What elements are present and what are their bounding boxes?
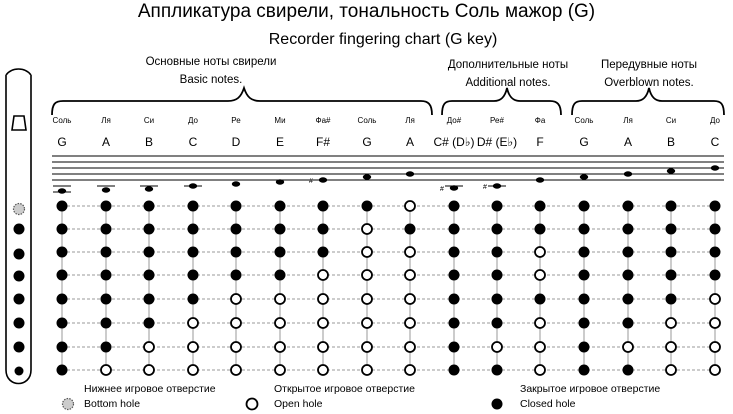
closed-hole-dot xyxy=(623,201,633,211)
closed-hole-dot xyxy=(231,270,241,280)
note-label-latin: D# (E♭) xyxy=(476,135,518,149)
closed-hole-dot xyxy=(275,270,285,280)
closed-hole-dot xyxy=(231,247,241,257)
closed-hole-dot xyxy=(449,318,459,328)
closed-hole-dot xyxy=(623,224,633,234)
open-hole-dot xyxy=(710,318,720,328)
note-label-ru: Ля xyxy=(101,116,111,125)
closed-hole-dot xyxy=(666,294,676,304)
recorder-drawing xyxy=(6,69,31,384)
closed-hole-dot xyxy=(405,224,415,234)
staff-note-head xyxy=(363,174,371,179)
staff-note-head xyxy=(711,165,719,170)
note-label-latin: A xyxy=(405,135,415,149)
closed-hole-dot xyxy=(318,201,328,211)
group-additional-ru: Дополнительные ноты xyxy=(447,59,569,71)
open-hole-dot xyxy=(231,342,241,352)
open-hole-dot xyxy=(362,270,372,280)
open-hole-dot xyxy=(275,294,285,304)
closed-hole-dot xyxy=(144,294,154,304)
group-basic-en: Basic notes. xyxy=(179,74,243,86)
note-label-latin: G xyxy=(579,135,589,149)
note-label-ru: До# xyxy=(446,116,462,125)
closed-hole-dot xyxy=(57,318,67,328)
staff-note-head xyxy=(102,187,110,192)
closed-hole-dot xyxy=(449,294,459,304)
staff-note-head xyxy=(406,171,414,176)
open-hole-dot xyxy=(318,318,328,328)
group-additional-en: Additional notes. xyxy=(465,77,551,89)
closed-hole-dot xyxy=(492,270,502,280)
closed-hole-dot xyxy=(57,201,67,211)
open-hole-dot xyxy=(405,247,415,257)
recorder-bottom-hole xyxy=(14,204,25,215)
closed-hole-dot xyxy=(101,294,111,304)
note-label-ru: Ля xyxy=(623,116,633,125)
closed-hole-dot xyxy=(492,318,502,328)
open-hole-dot xyxy=(405,294,415,304)
closed-hole-dot xyxy=(535,294,545,304)
note-label-latin: C# (D♭) xyxy=(433,135,475,149)
closed-hole-dot xyxy=(57,294,67,304)
closed-hole-dot xyxy=(275,201,285,211)
open-hole-dot xyxy=(405,201,415,211)
note-label-latin: A xyxy=(623,135,633,149)
open-hole-dot xyxy=(362,294,372,304)
staff-notes xyxy=(53,165,719,193)
recorder-hole xyxy=(14,249,25,260)
open-hole-dot xyxy=(710,342,720,352)
closed-hole-dot xyxy=(579,318,589,328)
open-hole-dot xyxy=(623,342,633,352)
closed-hole-dot xyxy=(666,270,676,280)
closed-hole-dot xyxy=(535,224,545,234)
note-label-ru: Си xyxy=(665,116,677,125)
open-hole-dot xyxy=(144,365,154,375)
closed-hole-dot xyxy=(623,318,633,328)
brace-overblown xyxy=(572,88,724,115)
closed-hole-dot xyxy=(101,318,111,328)
open-hole-dot xyxy=(535,342,545,352)
open-hole-dot xyxy=(535,247,545,257)
note-label-latin: B xyxy=(666,135,676,149)
open-hole-dot xyxy=(362,342,372,352)
closed-hole-dot xyxy=(57,270,67,280)
note-label-ru: Фа# xyxy=(315,116,331,125)
staff-note-head xyxy=(276,179,284,184)
note-label-latin: A xyxy=(101,135,111,149)
note-label-ru: Си xyxy=(143,116,155,125)
note-label-ru: Соль xyxy=(574,116,594,125)
closed-hole-dot xyxy=(449,342,459,352)
closed-hole-dot xyxy=(710,270,720,280)
closed-hole-dot xyxy=(101,201,111,211)
staff-note-head xyxy=(58,188,66,193)
note-label-ru: Соль xyxy=(357,116,377,125)
closed-hole-dot xyxy=(188,224,198,234)
page-title: Аппликатура свирели, тональность Соль мажор (G) xyxy=(137,1,596,22)
closed-hole-dot xyxy=(666,201,676,211)
note-label-ru: Ре xyxy=(231,116,241,125)
staff-note-head xyxy=(450,185,458,190)
closed-hole-dot xyxy=(579,224,589,234)
closed-hole-dot xyxy=(449,201,459,211)
closed-hole-dot xyxy=(231,201,241,211)
note-label-ru: Ре# xyxy=(490,116,504,125)
closed-hole-dot xyxy=(710,224,720,234)
open-hole-dot xyxy=(231,294,241,304)
closed-hole-dot xyxy=(449,270,459,280)
closed-hole-dot xyxy=(318,247,328,257)
open-hole-dot xyxy=(666,318,676,328)
closed-hole-dot xyxy=(275,224,285,234)
open-hole-dot xyxy=(188,365,198,375)
recorder-hole xyxy=(15,367,24,376)
sharp-sign: # xyxy=(440,186,444,193)
closed-hole-dot xyxy=(57,365,67,375)
closed-hole-dot xyxy=(492,224,502,234)
closed-hole-dot xyxy=(101,270,111,280)
closed-hole-dot xyxy=(535,201,545,211)
closed-hole-dot xyxy=(710,201,720,211)
open-hole-dot xyxy=(362,247,372,257)
closed-hole-dot xyxy=(144,270,154,280)
note-label-ru: До xyxy=(188,116,198,125)
closed-hole-dot xyxy=(666,224,676,234)
open-hole-dot xyxy=(535,365,545,375)
brace-additional xyxy=(442,88,561,115)
closed-hole-dot xyxy=(623,270,633,280)
closed-hole-dot xyxy=(579,247,589,257)
brace-basic xyxy=(52,88,432,115)
open-hole-dot xyxy=(405,270,415,280)
legend-open-hole-ru: Открытое игровое отверстие xyxy=(274,383,415,395)
closed-hole-dot xyxy=(492,247,502,257)
closed-hole-dot xyxy=(449,365,459,375)
closed-hole-dot xyxy=(710,247,720,257)
recorder-hole xyxy=(14,224,25,235)
note-label-ru: Фа xyxy=(534,116,546,125)
closed-hole-dot xyxy=(101,224,111,234)
closed-hole-dot xyxy=(579,342,589,352)
open-hole-dot xyxy=(188,318,198,328)
open-hole-dot xyxy=(710,365,720,375)
staff-note-head xyxy=(536,177,544,182)
note-label-latin: G xyxy=(57,135,67,149)
open-hole-dot xyxy=(710,294,720,304)
open-hole-dot xyxy=(318,365,328,375)
open-hole-dot xyxy=(535,270,545,280)
staff-note-head xyxy=(493,183,501,188)
open-hole-dot xyxy=(231,365,241,375)
staff-note-head xyxy=(624,171,632,176)
closed-hole-dot xyxy=(492,294,502,304)
legend-closed-hole-ru: Закрытое игровое отверстие xyxy=(520,383,661,395)
note-label-latin: D xyxy=(231,135,241,149)
open-hole-dot xyxy=(188,342,198,352)
group-overblown-en: Overblown notes. xyxy=(604,77,694,89)
note-label-latin: B xyxy=(144,135,154,149)
closed-hole-dot xyxy=(318,224,328,234)
closed-hole-dot xyxy=(579,201,589,211)
closed-hole-dot xyxy=(101,247,111,257)
fingering-grid xyxy=(57,201,720,375)
legend-open-hole-icon xyxy=(247,399,258,410)
legend-bottom-hole-ru: Нижнее игровое отверстие xyxy=(84,383,216,395)
page-subtitle: Recorder fingering chart (G key) xyxy=(268,31,498,48)
open-hole-dot xyxy=(275,318,285,328)
open-hole-dot xyxy=(492,342,502,352)
sharp-sign: # xyxy=(483,184,487,191)
open-hole-dot xyxy=(362,318,372,328)
open-hole-dot xyxy=(405,365,415,375)
music-staff xyxy=(52,156,724,180)
note-label-ru: Ми xyxy=(274,116,286,125)
legend-bottom-hole-en: Bottom hole xyxy=(84,398,141,410)
closed-hole-dot xyxy=(579,270,589,280)
closed-hole-dot xyxy=(57,247,67,257)
staff-note-head xyxy=(319,177,327,182)
legend-closed-hole-icon xyxy=(492,399,503,410)
closed-hole-dot xyxy=(144,201,154,211)
closed-hole-dot xyxy=(492,365,502,375)
recorder-window-icon xyxy=(12,116,26,130)
closed-hole-dot xyxy=(57,224,67,234)
recorder-hole xyxy=(14,318,25,329)
open-hole-dot xyxy=(318,270,328,280)
closed-hole-dot xyxy=(188,201,198,211)
closed-hole-dot xyxy=(188,270,198,280)
note-label-latin: F xyxy=(536,135,544,149)
group-basic-ru: Основные ноты свирели xyxy=(145,56,277,68)
staff-note-head xyxy=(232,181,240,186)
open-hole-dot xyxy=(666,342,676,352)
note-labels xyxy=(53,116,721,149)
open-hole-dot xyxy=(275,342,285,352)
closed-hole-dot xyxy=(188,247,198,257)
legend-open-hole-en: Open hole xyxy=(274,398,323,410)
recorder-hole xyxy=(14,271,25,282)
closed-hole-dot xyxy=(101,342,111,352)
staff-note-head xyxy=(189,183,197,188)
recorder-hole xyxy=(14,342,25,353)
staff-note-head xyxy=(580,174,588,179)
legend-bottom-hole-icon xyxy=(63,399,74,410)
open-hole-dot xyxy=(101,365,111,375)
closed-hole-dot xyxy=(623,294,633,304)
recorder-hole xyxy=(14,294,25,305)
closed-hole-dot xyxy=(449,247,459,257)
open-hole-dot xyxy=(666,365,676,375)
note-label-ru: До xyxy=(710,116,720,125)
note-label-ru: Ля xyxy=(405,116,415,125)
closed-hole-dot xyxy=(579,294,589,304)
open-hole-dot xyxy=(535,318,545,328)
closed-hole-dot xyxy=(623,365,633,375)
staff-note-head xyxy=(667,168,675,173)
closed-hole-dot xyxy=(275,247,285,257)
open-hole-dot xyxy=(144,342,154,352)
legend-closed-hole-en: Closed hole xyxy=(520,398,576,410)
note-label-latin: C xyxy=(710,135,720,149)
note-label-ru: Соль xyxy=(52,116,72,125)
open-hole-dot xyxy=(362,365,372,375)
closed-hole-dot xyxy=(666,247,676,257)
closed-hole-dot xyxy=(144,318,154,328)
open-hole-dot xyxy=(362,224,372,234)
open-hole-dot xyxy=(405,318,415,328)
recorder-mouthpiece xyxy=(6,69,31,75)
closed-hole-dot xyxy=(231,224,241,234)
open-hole-dot xyxy=(275,365,285,375)
closed-hole-dot xyxy=(188,294,198,304)
group-overblown-ru: Передувные ноты xyxy=(600,59,698,71)
closed-hole-dot xyxy=(144,224,154,234)
closed-hole-dot xyxy=(579,365,589,375)
closed-hole-dot xyxy=(57,342,67,352)
staff-note-head xyxy=(145,186,153,191)
open-hole-dot xyxy=(318,294,328,304)
closed-hole-dot xyxy=(362,201,372,211)
note-label-latin: C xyxy=(188,135,198,149)
open-hole-dot xyxy=(318,342,328,352)
note-label-latin: G xyxy=(362,135,372,149)
note-label-latin: E xyxy=(275,135,285,149)
closed-hole-dot xyxy=(449,224,459,234)
closed-hole-dot xyxy=(623,247,633,257)
open-hole-dot xyxy=(405,342,415,352)
open-hole-dot xyxy=(231,318,241,328)
closed-hole-dot xyxy=(144,247,154,257)
note-label-latin: F# xyxy=(315,135,331,149)
sharp-sign: # xyxy=(309,178,313,185)
closed-hole-dot xyxy=(492,201,502,211)
